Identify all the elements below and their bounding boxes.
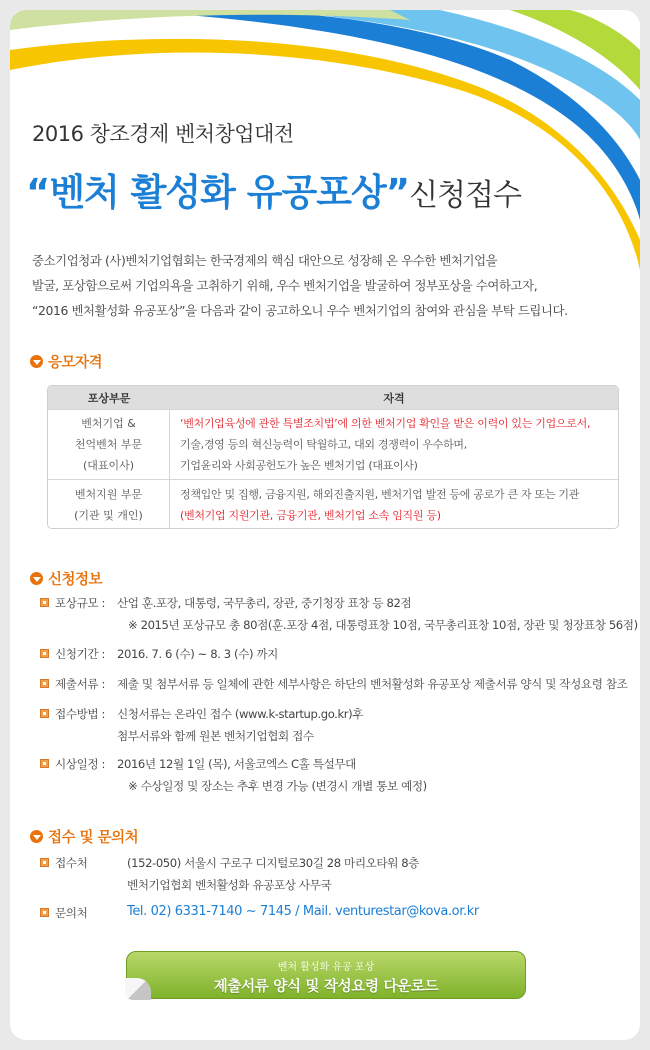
qualification-table: [47, 385, 619, 529]
category-line: 벤처기업 &: [81, 417, 136, 430]
square-bullet-icon: [40, 908, 49, 917]
criteria-highlight: (벤처기업 지원기관, 금융기관, 벤처기업 소속 임직원 등): [180, 508, 441, 522]
square-bullet-icon: [40, 858, 49, 867]
download-button-caption: 벤처 활성화 유공 포상: [277, 962, 375, 973]
row-category: [48, 480, 170, 529]
category-line: (대표이사): [82, 459, 135, 472]
header-criteria: 자격: [383, 391, 405, 405]
square-bullet-icon: [40, 649, 49, 658]
section-title-application-info: [30, 568, 102, 589]
item-line: 제출 및 첨부서류 등 일체에 관한 세부사항은 하단의 벤처활성화 유공포상 제출서류 양식 및 작성요령 참조: [117, 677, 628, 691]
intro-line: 발굴, 포상함으로써 기업의욕을 고취하기 위해, 우수 벤처기업을 발굴하여 정부포상을 수여하고자,: [32, 278, 538, 293]
header-category: 포상부문: [87, 391, 131, 405]
section-label: 신청정보: [48, 572, 103, 588]
row-criteria: [170, 410, 618, 479]
title-suffix-text: 신청접수: [409, 178, 521, 213]
square-bullet-icon: [40, 709, 49, 718]
title-main-text: “벤처 활성화 유공포상”: [26, 171, 410, 214]
intro-line: “2016 벤처활성화 유공포상”을 다음과 같이 공고하오니 우수 벤처기업의 참여와 관심을 부탁 드립니다.: [32, 303, 568, 318]
contact-info-link[interactable]: Tel. 02) 6331-7140 ~ 7145 / Mail. venturestar@kova.or.kr: [127, 904, 479, 919]
item-line: (152-050) 서울시 구로구 디지털로30길 28 마리오타워 8층: [127, 856, 420, 870]
section-label: 응모자격: [48, 355, 103, 371]
category-line: 벤처지원 부문: [74, 487, 143, 501]
item-line: 2016년 12월 1일 (목), 서울코엑스 C홀 특설무대: [117, 757, 356, 771]
item-label: 문의처: [55, 906, 88, 920]
criteria-line: 기술,경영 등의 혁신능력이 탁월하고, 대외 경쟁력이 우수하며,: [180, 438, 467, 451]
item-label: 시상일정 :: [55, 757, 105, 771]
item-label: 신청기간 :: [55, 647, 105, 661]
table-row: [48, 409, 618, 479]
item-line: 신청서류는 온라인 접수 (www.k-startup.go.kr)후: [117, 707, 364, 721]
category-line: (기관 및 개인): [74, 508, 143, 522]
square-bullet-icon: [40, 759, 49, 768]
event-subtitle: 2016 창조경제 벤처창업대전: [32, 122, 294, 146]
table-header: [48, 386, 618, 409]
item-label: 포상규모 :: [55, 596, 105, 610]
page-title: [26, 162, 521, 216]
row-criteria: [170, 480, 618, 529]
square-bullet-icon: [40, 598, 49, 607]
item-line: 벤처기업협회 벤처활성화 유공포상 사무국: [127, 878, 332, 892]
table-row: [48, 479, 618, 529]
item-label: 접수처: [55, 856, 88, 870]
download-button-label: 제출서류 양식 및 작성요령 다운로드: [213, 979, 439, 995]
item-note: ※ 2015년 포상규모 총 80점(훈.포장 4점, 대통령표창 10점, 국무총리표창 10점, 장관 및 청장표창 56점): [128, 618, 638, 632]
category-line: 천억벤처 부문: [74, 438, 143, 451]
chevron-down-icon: [30, 572, 43, 585]
criteria-line: 정책입안 및 집행, 금융지원, 해외진출지원, 벤처기업 발전 등에 공로가 큰 자 또는 기관: [180, 487, 580, 501]
item-label: 접수방법 :: [55, 707, 105, 721]
criteria-line: 기업윤리와 사회공헌도가 높은 벤처기업 (대표이사): [180, 459, 418, 472]
chevron-down-icon: [30, 830, 43, 843]
download-button[interactable]: [126, 951, 526, 999]
item-line: 2016. 7. 6 (수) ~ 8. 3 (수) 까지: [117, 647, 278, 661]
notice-card: [10, 10, 640, 1040]
row-category: [48, 410, 170, 479]
item-line: 산업 훈.포장, 대통령, 국무총리, 장관, 중기청장 표창 등 82점: [117, 596, 412, 610]
intro-paragraph: [32, 248, 622, 323]
item-label: 제출서류 :: [55, 677, 105, 691]
square-bullet-icon: [40, 679, 49, 688]
chevron-down-icon: [30, 355, 43, 368]
section-title-contact: [30, 826, 138, 847]
section-title-qualification: [30, 351, 102, 372]
section-label: 접수 및 문의처: [48, 830, 139, 846]
intro-line: 중소기업청과 (사)벤처기업협회는 한국경제의 핵심 대안으로 성장해 온 우수한 벤처기업을: [32, 253, 498, 268]
item-note: ※ 수상일정 및 장소는 추후 변경 가능 (변경시 개별 통보 예정): [128, 779, 427, 793]
item-line: 첨부서류와 함께 원본 벤처기업협회 접수: [117, 729, 314, 743]
criteria-highlight: ‘벤처기업육성에 관한 특별조치법’에 의한 벤처기업 확인을 받은 이력이 있는 기업으로서,: [180, 417, 591, 430]
